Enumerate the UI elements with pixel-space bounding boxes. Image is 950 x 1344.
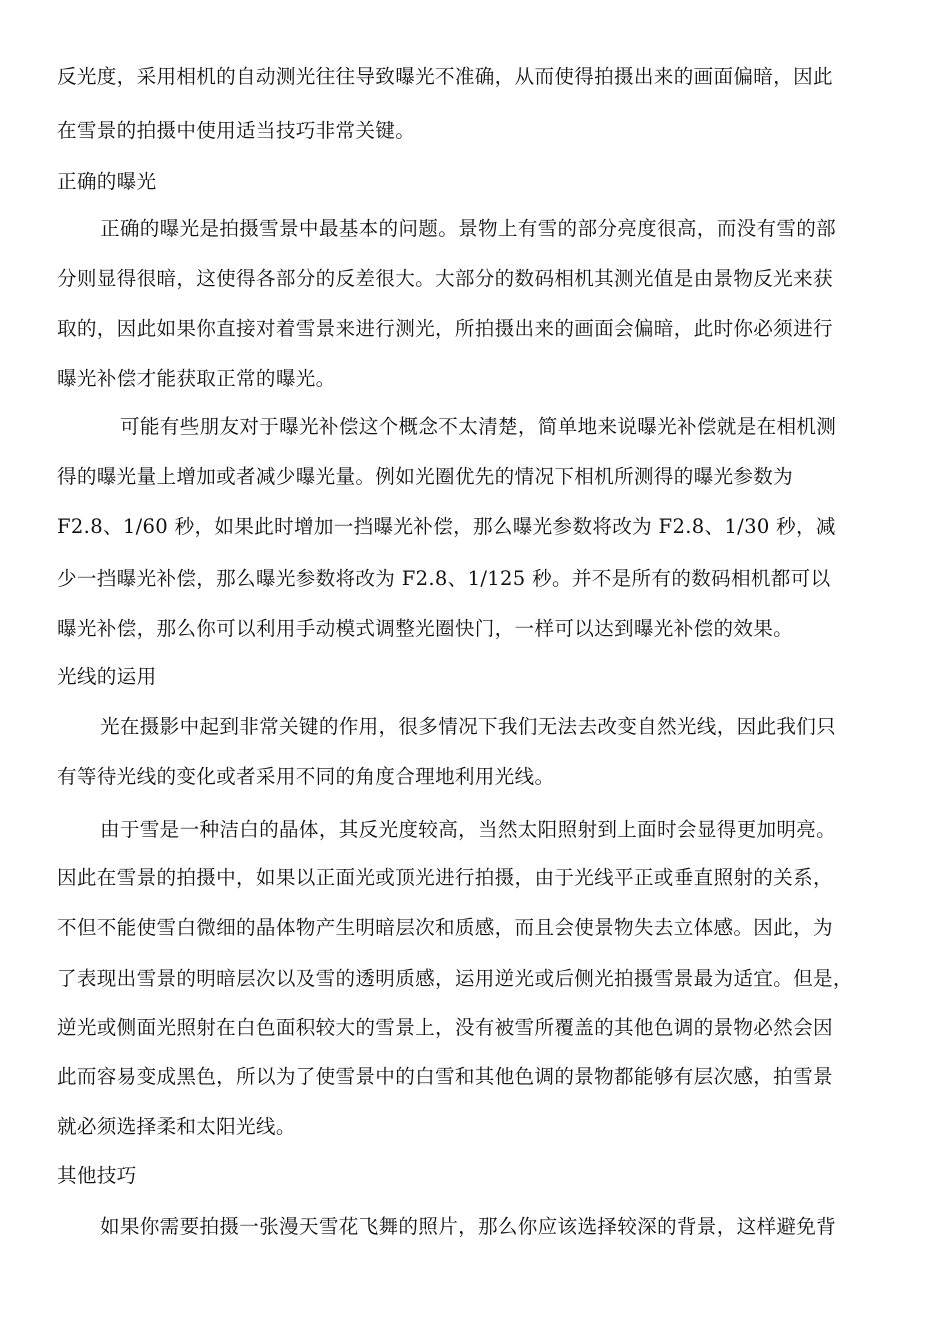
text-line: 在雪景的拍摄中使用适当技巧非常关键。 <box>57 119 416 142</box>
text-line: 了表现出雪景的明暗层次以及雪的透明质感，运用逆光或后侧光拍摄雪景最为适宜。但是， <box>57 967 853 990</box>
text-line: 由于雪是一种洁白的晶体，其反光度较高，当然太阳照射到上面时会显得更加明亮。 <box>100 818 837 841</box>
text-line: 分则显得很暗，这使得各部分的反差很大。大部分的数码相机其测光值是由景物反光来获 <box>57 267 833 290</box>
text-line: 因此在雪景的拍摄中，如果以正面光或顶光进行拍摄，由于光线平正或垂直照射的关系， <box>57 866 833 889</box>
text-line: 可能有些朋友对于曝光补偿这个概念不太清楚，简单地来说曝光补偿就是在相机测 <box>120 415 837 438</box>
text-line: 正确的曝光是拍摄雪景中最基本的问题。景物上有雪的部分亮度很高，而没有雪的部 <box>100 217 837 240</box>
text-line: 取的，因此如果你直接对着雪景来进行测光，所拍摄出来的画面会偏暗，此时你必须进行 <box>57 317 833 340</box>
text-line: 逆光或侧面光照射在白色面积较大的雪景上，没有被雪所覆盖的其他色调的景物必然会因 <box>57 1016 833 1039</box>
section-heading: 其他技巧 <box>57 1164 137 1187</box>
text-line: 曝光补偿才能获取正常的曝光。 <box>57 367 336 390</box>
section-heading: 光线的运用 <box>57 665 157 688</box>
text-line: 曝光补偿，那么你可以利用手动模式调整光圈快门，一样可以达到曝光补偿的效果。 <box>57 617 794 640</box>
section-heading: 正确的曝光 <box>57 170 157 193</box>
text-line: F2.8、1/60 秒，如果此时增加一挡曝光补偿，那么曝光参数将改为 F2.8、1/30 秒，减 <box>57 515 836 538</box>
text-line: 不但不能使雪白微细的晶体物产生明暗层次和质感，而且会使景物失去立体感。因此，为 <box>57 916 833 939</box>
text-line: 得的曝光量上增加或者减少曝光量。例如光圈优先的情况下相机所测得的曝光参数为 <box>57 465 794 488</box>
text-line: 少一挡曝光补偿，那么曝光参数将改为 F2.8、1/125 秒。并不是所有的数码相机都可以 <box>57 567 831 590</box>
text-line: 如果你需要拍摄一张漫天雪花飞舞的照片，那么你应该选择较深的背景，这样避免背 <box>100 1215 837 1238</box>
text-line: 有等待光线的变化或者采用不同的角度合理地利用光线。 <box>57 765 555 788</box>
text-line: 此而容易变成黑色，所以为了使雪景中的白雪和其他色调的景物都能够有层次感，拍雪景 <box>57 1065 833 1088</box>
text-line: 光在摄影中起到非常关键的作用，很多情况下我们无法去改变自然光线，因此我们只 <box>100 715 837 738</box>
text-line: 反光度，采用相机的自动测光往往导致曝光不准确，从而使得拍摄出来的画面偏暗，因此 <box>57 65 833 88</box>
text-line: 就必须选择柔和太阳光线。 <box>57 1115 296 1138</box>
